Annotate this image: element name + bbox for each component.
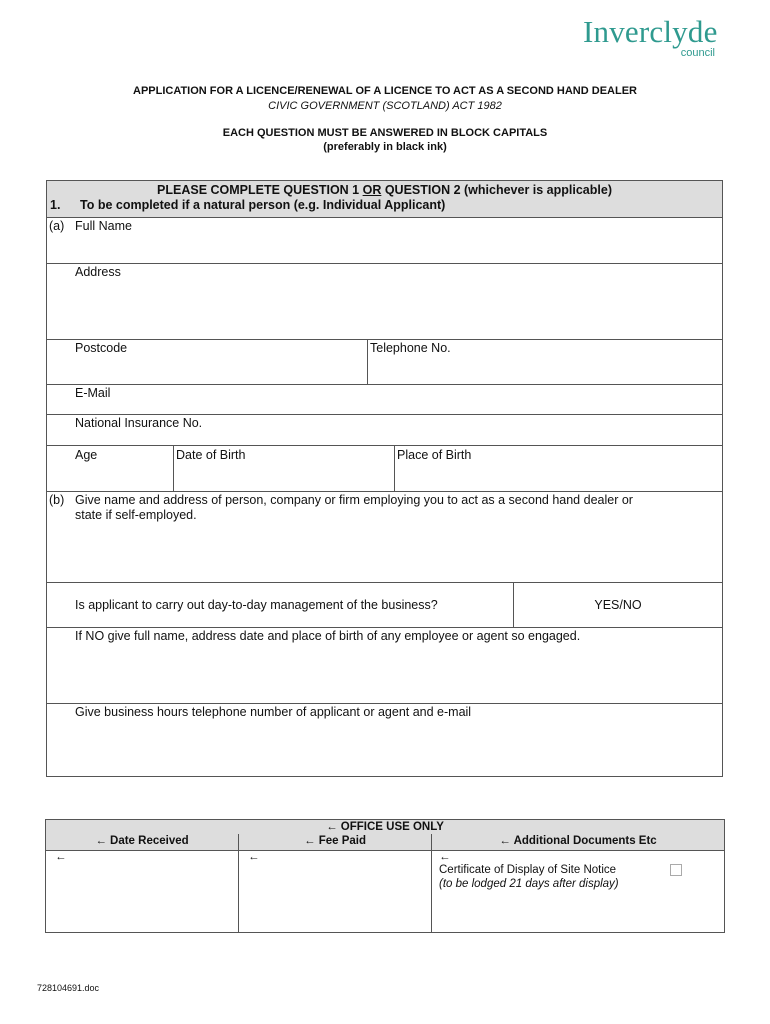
management-question: Is applicant to carry out day-to-day management of the business?: [75, 598, 438, 612]
date-received-header: ← Date Received: [95, 835, 189, 847]
or-text: OR: [362, 183, 382, 197]
section-a-marker: (a): [49, 219, 65, 233]
pob-label: Place of Birth: [397, 448, 472, 462]
age-label: Age: [75, 448, 98, 462]
telephone-label: Telephone No.: [370, 341, 451, 355]
logo-subtitle: council: [680, 47, 715, 59]
application-form: [46, 180, 723, 777]
business-hours-label: Give business hours telephone number of applicant or agent and e-mail: [75, 705, 472, 719]
certificate-note: (to be lodged 21 days after display): [439, 878, 619, 890]
additional-docs-arrow: ←: [439, 851, 451, 863]
document-filename: 728104691.doc: [37, 983, 100, 993]
question-header: [47, 181, 722, 218]
date-received-arrow: ←: [55, 851, 67, 863]
question-instruction: PLEASE COMPLETE QUESTION 1 OR QUESTION 2 (whichever is applicable): [157, 183, 612, 197]
instruction-text: EACH QUESTION MUST BE ANSWERED IN BLOCK CAPITALS: [222, 127, 548, 139]
ink-note: (preferably in black ink): [323, 141, 447, 153]
employer-question-line1: Give name and address of person, company or firm employing you to act as a second hand dealer or: [75, 493, 633, 507]
form-title: APPLICATION FOR A LICENCE/RENEWAL OF A LICENCE TO ACT AS A SECOND HAND DEALER: [133, 85, 637, 97]
ni-label: National Insurance No.: [75, 416, 203, 430]
question-number: 1.: [50, 198, 61, 212]
full-name-label: Full Name: [75, 219, 132, 233]
act-subtitle: CIVIC GOVERNMENT (SCOTLAND) ACT 1982: [268, 100, 502, 112]
dob-label: Date of Birth: [176, 448, 246, 462]
employer-question-line2: state if self-employed.: [75, 508, 197, 522]
office-use-table: [45, 819, 725, 933]
fee-paid-header: ← Fee Paid: [304, 835, 366, 847]
section-b-marker: (b): [49, 493, 65, 507]
fee-paid-arrow: ←: [248, 851, 260, 863]
certificate-checkbox[interactable]: [670, 864, 682, 876]
postcode-label: Postcode: [75, 341, 128, 355]
address-label: Address: [75, 265, 121, 279]
question-subtitle: To be completed if a natural person (e.g. Individual Applicant): [80, 198, 446, 212]
email-label: E-Mail: [75, 386, 111, 400]
additional-docs-header: ← Additional Documents Etc: [499, 835, 657, 847]
office-use-title: ← OFFICE USE ONLY: [326, 821, 444, 833]
council-logo: [583, 14, 723, 58]
employee-details-label: If NO give full name, address date and place of birth of any employee or agent so engaged.: [75, 629, 581, 643]
yes-no-answer: YES/NO: [594, 598, 642, 612]
certificate-label: Certificate of Display of Site Notice: [439, 864, 617, 876]
logo-wordmark: Inverclyde: [583, 14, 718, 49]
